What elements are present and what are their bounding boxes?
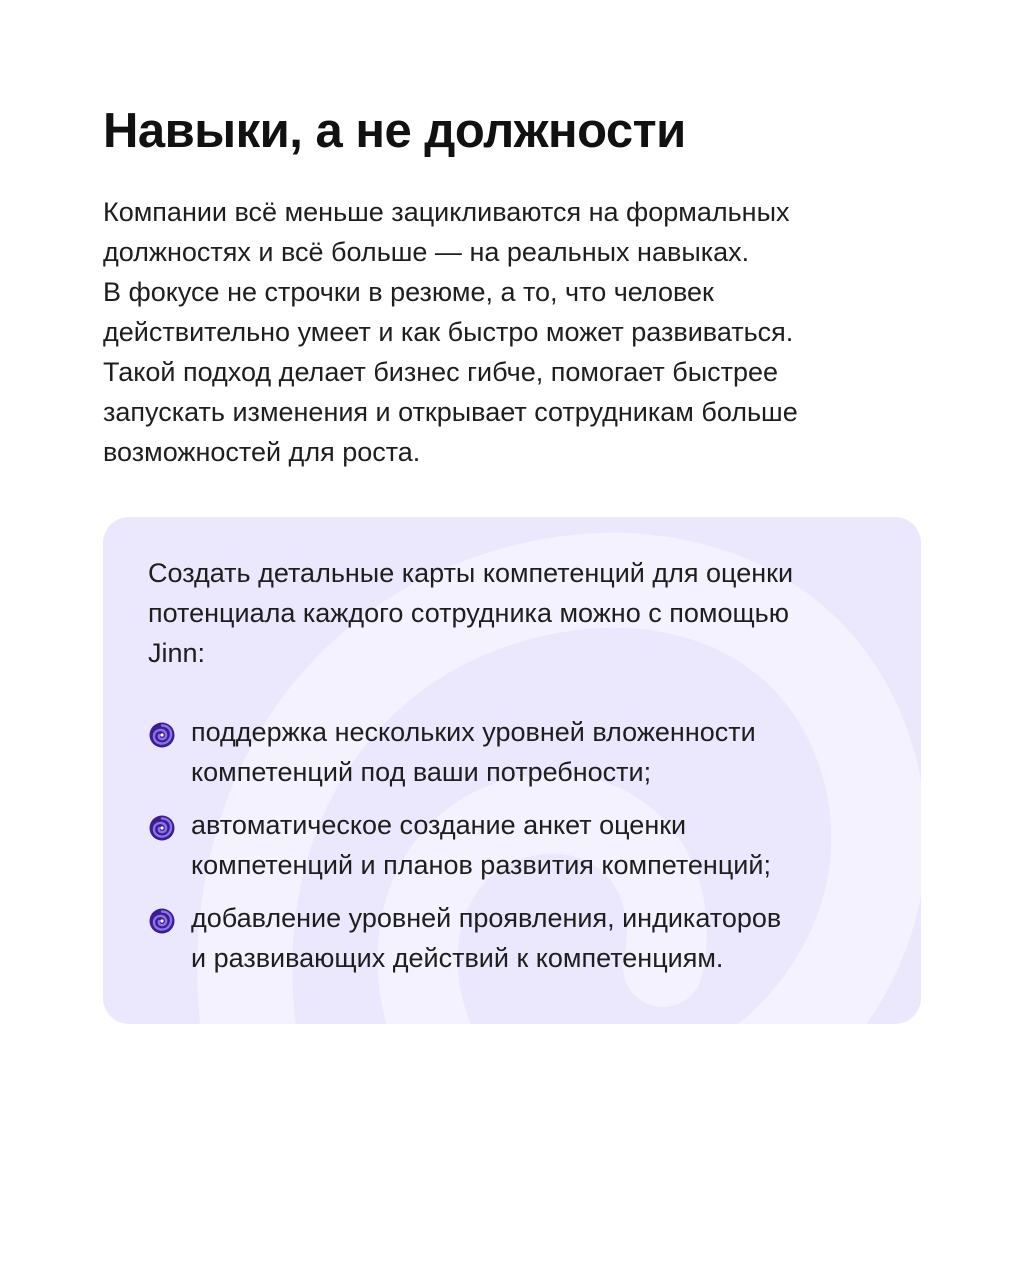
feature-text-line: автоматическое создание анкет оценки: [191, 810, 687, 840]
feature-list-item: [148, 805, 888, 885]
feature-list-item: [148, 712, 888, 792]
feature-text-line: компетенций и планов развития компетенций;: [191, 850, 771, 880]
spiral-icon: [148, 907, 176, 935]
intro-line: запускать изменения и открывает сотрудникам больше: [103, 397, 798, 427]
spiral-icon: [148, 814, 176, 842]
intro-line: должностях и всё больше — на реальных навыках.: [103, 237, 750, 267]
intro-paragraph: [103, 192, 903, 472]
jinn-feature-card: [103, 517, 921, 1024]
intro-line: Компании всё меньше зацикливаются на формальных: [103, 197, 790, 227]
intro-line: Такой подход делает бизнес гибче, помогает быстрее: [103, 357, 779, 387]
spiral-icon: [148, 721, 176, 749]
feature-text-line: поддержка нескольких уровней вложенности: [191, 717, 756, 747]
card-intro-text: [148, 553, 888, 673]
intro-line: возможностей для роста.: [103, 437, 421, 467]
card-intro-line: Jinn:: [148, 638, 206, 668]
page-title: Навыки, а не должности: [103, 104, 686, 158]
feature-list: [148, 712, 888, 991]
feature-text-line: добавление уровней проявления, индикаторов: [191, 903, 782, 933]
intro-line: действительно умеет и как быстро может развиваться.: [103, 317, 794, 347]
feature-text-line: и развивающих действий к компетенциям.: [191, 943, 724, 973]
card-intro-line: Создать детальные карты компетенций для оценки: [148, 558, 794, 588]
feature-text-line: компетенций под ваши потребности;: [191, 757, 652, 787]
intro-line: В фокусе не строчки в резюме, а то, что человек: [103, 277, 714, 307]
feature-list-item: [148, 898, 888, 978]
card-intro-line: потенциала каждого сотрудника можно с помощью: [148, 598, 789, 628]
